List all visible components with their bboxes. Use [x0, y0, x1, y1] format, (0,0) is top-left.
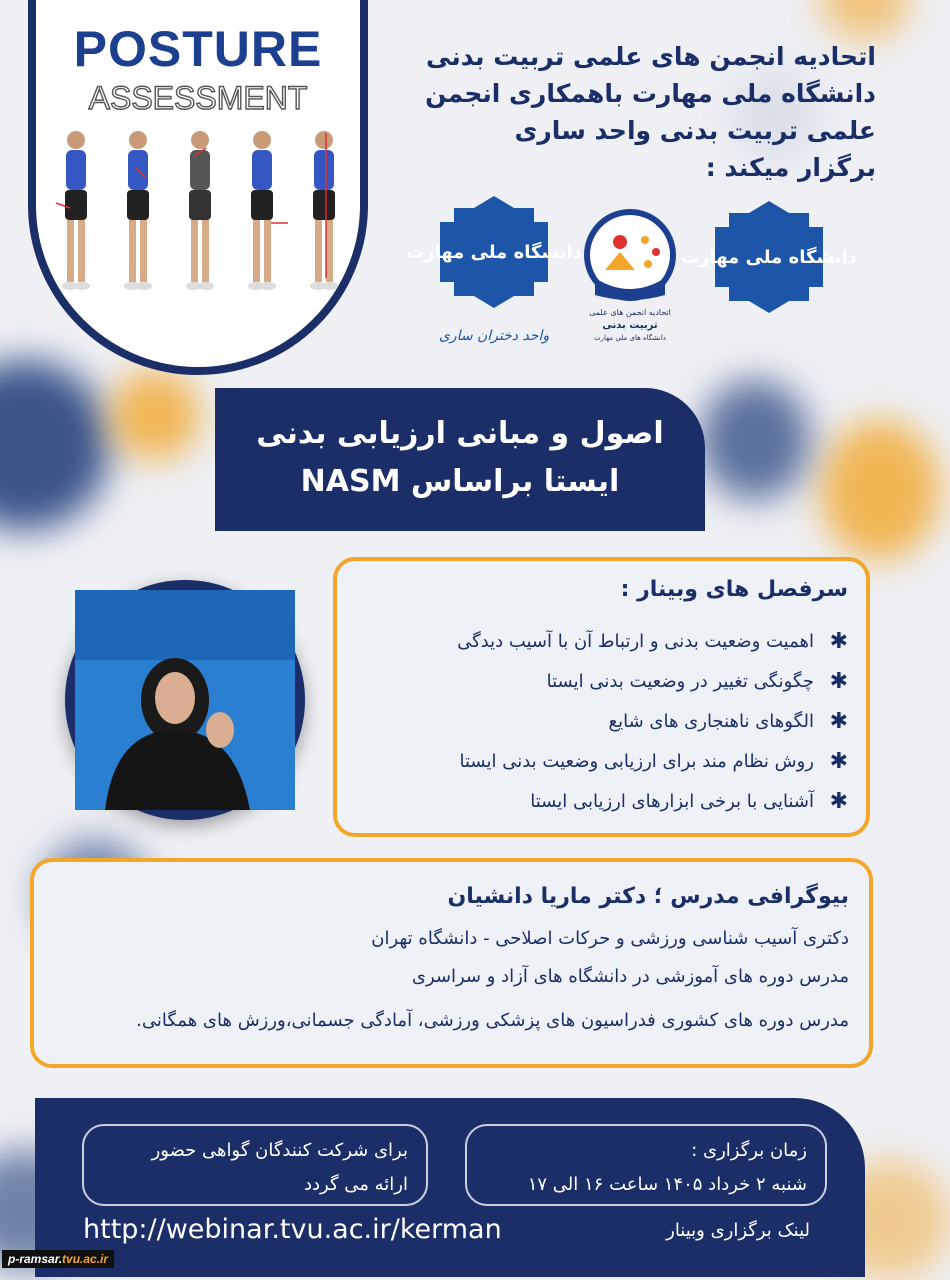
- topic-text: چگونگی تغییر در وضعیت بدنی ایستا: [546, 670, 814, 692]
- webinar-title-banner: [215, 388, 705, 531]
- event-time-box: [465, 1124, 827, 1206]
- list-item: [348, 661, 848, 701]
- list-item: [348, 741, 848, 781]
- bullet-star-icon: ✱: [829, 748, 848, 774]
- bio-line: دکتری آسیب شناسی ورزشی و حرکات اصلاحی - دانشگاه تهران: [371, 928, 849, 949]
- watermark-prefix: p-ramsar.: [8, 1252, 63, 1266]
- posture-subtitle: ASSESSMENT: [88, 80, 308, 116]
- site-watermark: [2, 1250, 114, 1268]
- instructor-photo: [65, 580, 305, 820]
- posture-assessment-graphic: [28, 0, 368, 375]
- webinar-link[interactable]: http://webinar.tvu.ac.ir/kerman: [83, 1214, 502, 1245]
- association-logo-icon: [584, 209, 676, 342]
- center-logo-line2: تربیت بدنی: [602, 320, 658, 331]
- posture-title: POSTURE: [73, 21, 323, 77]
- topics-list: [348, 621, 848, 821]
- center-logo-line1: اتحادیه انجمن های علمی: [589, 308, 671, 317]
- webinar-topics-box: [333, 557, 870, 837]
- header-line: اتحادیه انجمن های علمی تربیت بدنی: [426, 42, 876, 71]
- time-label: زمان برگزاری :: [691, 1140, 807, 1161]
- bio-line: مدرس دوره های کشوری فدراسیون های پزشکی ورزشی، آمادگی جسمانی،ورزش های همگانی.: [136, 1010, 849, 1031]
- certificate-line2: ارائه می گردد: [304, 1174, 408, 1195]
- topic-text: روش نظام مند برای ارزیابی وضعیت بدنی ایستا: [459, 750, 814, 772]
- university-logo-icon: [406, 200, 857, 350]
- organizers-header: [376, 38, 876, 186]
- certificate-box: [82, 1124, 428, 1206]
- bio-line: مدرس دوره های آموزشی در دانشگاه های آزاد و سراسری: [411, 966, 849, 987]
- left-logo-caption: واحد دختران ساری: [438, 328, 550, 344]
- person-figure-icon: [62, 131, 90, 290]
- right-logo-mark: دانشگاه ملی مهارت: [681, 247, 857, 268]
- topics-heading: سرفصل های وبینار :: [620, 577, 848, 602]
- bullet-star-icon: ✱: [829, 668, 848, 694]
- bio-heading: بیوگرافی مدرس ؛ دکتر ماریا دانشیان: [447, 884, 849, 909]
- logos-row: [406, 200, 857, 350]
- header-line: دانشگاه ملی مهارت باهمکاری انجمن: [425, 79, 876, 108]
- bullet-star-icon: ✱: [829, 708, 848, 734]
- instructor-bio-box: [30, 858, 873, 1068]
- title-line2: ایستا براساس NASM: [300, 464, 620, 499]
- watermark-suffix: tvu.ac.ir: [62, 1252, 109, 1266]
- posture-figures-illustration: [56, 128, 346, 298]
- bullet-star-icon: ✱: [829, 628, 848, 654]
- left-logo-mark: دانشگاه ملی مهارت: [406, 242, 582, 263]
- header-line: علمی تربیت بدنی واحد ساری: [514, 116, 876, 145]
- time-value: شنبه ۲ خرداد ۱۴۰۵ ساعت ۱۶ الی ۱۷: [527, 1174, 807, 1195]
- center-logo-line3: دانشگاه های ملی مهارت: [594, 334, 666, 342]
- instructor-portrait: [75, 590, 295, 810]
- certificate-line1: برای شرکت کنندگان گواهی حضور: [151, 1140, 408, 1161]
- title-line1: اصول و مبانی ارزیابی بدنی: [256, 416, 664, 451]
- webinar-link-label: لینک برگزاری وبینار: [666, 1220, 810, 1241]
- bullet-star-icon: ✱: [829, 788, 848, 814]
- event-footer: [35, 1098, 865, 1277]
- list-item: [348, 621, 848, 661]
- topic-text: اهمیت وضعیت بدنی و ارتباط آن با آسیب دیدگی: [457, 630, 814, 652]
- list-item: [348, 781, 848, 821]
- header-line: برگزار میکند :: [705, 153, 876, 182]
- topic-text: آشنایی با برخی ابزارهای ارزیابی ایستا: [530, 790, 814, 812]
- list-item: [348, 701, 848, 741]
- topic-text: الگوهای ناهنجاری های شایع: [608, 710, 814, 732]
